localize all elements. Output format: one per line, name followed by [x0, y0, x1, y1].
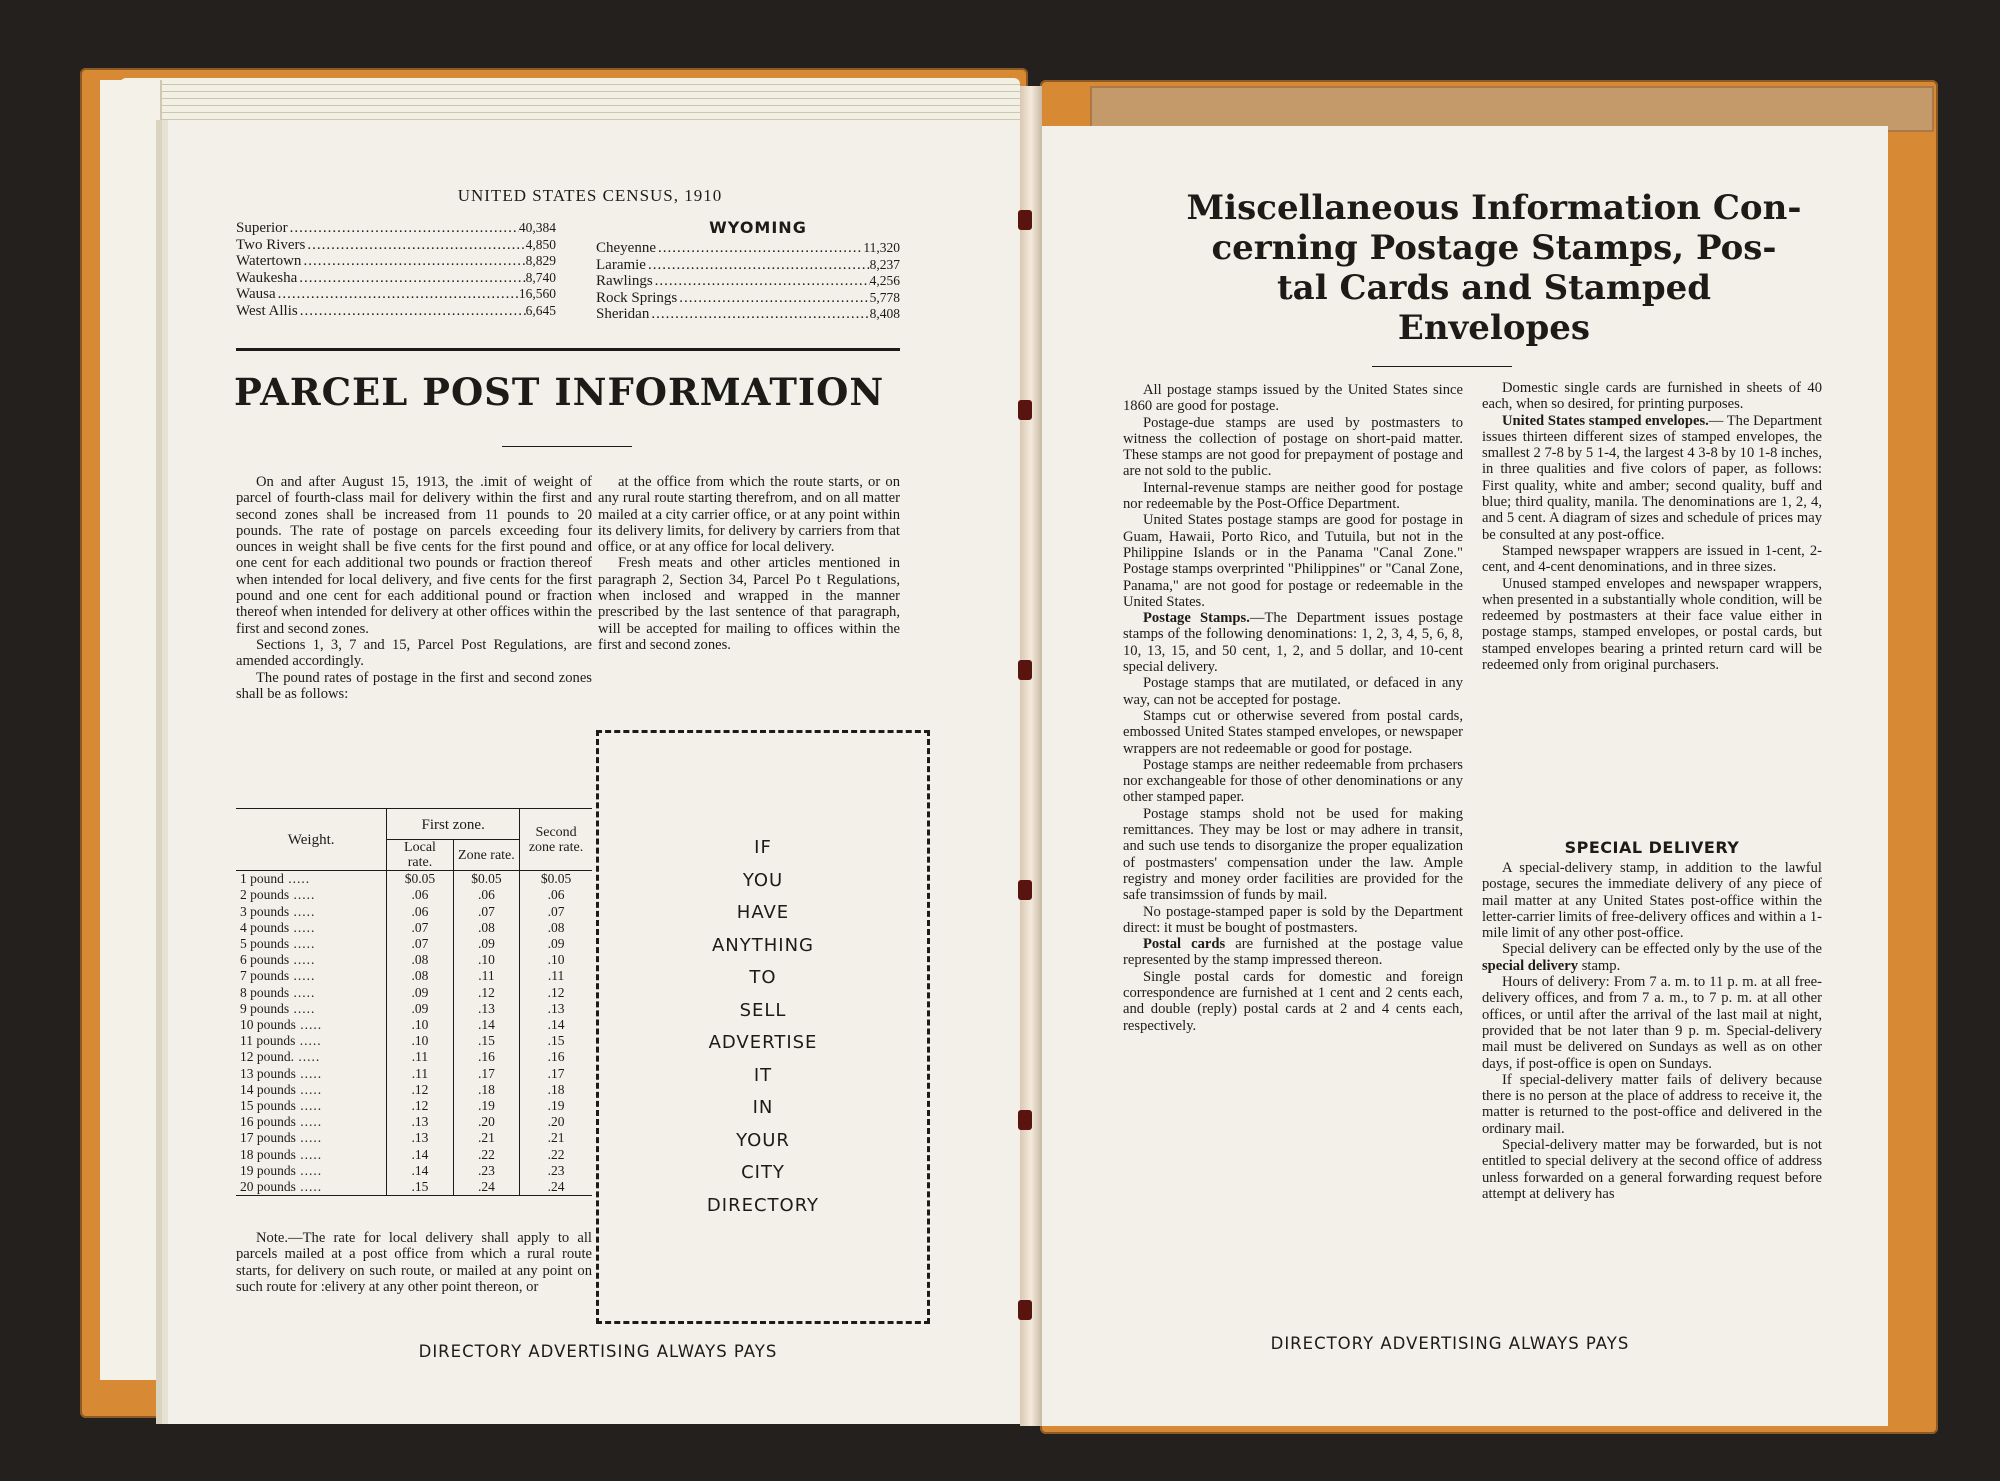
- paragraph: [1482, 1137, 1822, 1202]
- weight-label: 9 pounds: [240, 1000, 290, 1016]
- header-weight: Weight.: [236, 809, 387, 871]
- city-population: 16,560: [518, 286, 556, 301]
- zone-rate-cell: .10: [453, 952, 519, 968]
- leader-dots: .....: [289, 1000, 316, 1016]
- weight-label: 17 pounds: [240, 1130, 296, 1146]
- leader-dots: [649, 306, 869, 323]
- leader-dots: [656, 240, 863, 257]
- city-name: Two Rivers: [236, 236, 306, 253]
- paragraph: [1482, 1072, 1822, 1137]
- rates-table: [236, 809, 592, 1195]
- paragraph: [1123, 969, 1463, 1034]
- city-population: 40,384: [518, 220, 556, 235]
- ad-line: CITY: [741, 1162, 785, 1183]
- census-row: [596, 257, 900, 274]
- table-row: [236, 1098, 592, 1114]
- weight-cell: [236, 1033, 387, 1049]
- second-zone-rate-cell: .11: [547, 968, 565, 984]
- ad-line: TO: [749, 967, 777, 988]
- table-row: [236, 1082, 592, 1098]
- leader-dots: .....: [295, 1033, 322, 1049]
- paragraph: Sections 1, 3, 7 and 15, Parcel Post Regulations, are amended accordingly.: [236, 636, 592, 670]
- local-rate-cell: .09: [387, 985, 453, 1001]
- paragraph-text: Single postal cards for domestic and foreign correspondence are furnished at 1 cent and 2 cents each, and double (reply) postal cards at 2 and 4 cents each, respectively.: [1123, 968, 1463, 1034]
- header-zone-rate: Zone rate.: [453, 840, 519, 871]
- city-name: Cheyenne: [596, 240, 656, 256]
- weight-label: 18 pounds: [240, 1146, 296, 1162]
- leader-dots: .....: [289, 968, 316, 984]
- leader-dots: .....: [289, 887, 316, 903]
- ad-line: ANYTHING: [711, 934, 815, 956]
- leader-dots: [297, 270, 525, 287]
- second-zone-rate-cell: .07: [547, 903, 565, 919]
- weight-cell: [236, 1017, 387, 1033]
- zone-rate-cell: .24: [453, 1179, 519, 1195]
- paragraph-text: Unused stamped envelopes and newspaper wrappers, when presented in a substantially whole condition, will be redeemed by postmasters at their face value either in postage stamps, stamped envelopes, or postal cards, but stamped envelopes bearing a printed return card will be redeemed only from original purchasers.: [1482, 575, 1822, 674]
- local-rate-cell: .14: [387, 1163, 453, 1179]
- census-row: [236, 270, 556, 287]
- table-row: [236, 1163, 592, 1179]
- zone-rate-cell: .22: [453, 1147, 519, 1163]
- second-zone-rate-cell: .16: [547, 1049, 565, 1065]
- weight-cell: [236, 952, 387, 968]
- section-rule: [236, 348, 900, 351]
- header-second-zone: Second zone rate.: [520, 809, 592, 871]
- city-name: Watertown: [236, 253, 302, 269]
- leader-dots: .....: [295, 1146, 323, 1162]
- local-rate-cell: .13: [387, 1130, 453, 1146]
- city-population: 11,320: [863, 240, 900, 255]
- second-zone-rate-cell: .21: [547, 1130, 565, 1146]
- weight-label: 10 pounds: [240, 1017, 296, 1033]
- leader-dots: .....: [295, 1179, 323, 1195]
- misc-info-title: [1124, 188, 1864, 348]
- local-rate-cell: .10: [387, 1017, 453, 1033]
- leader-dots: [288, 220, 519, 237]
- census-row: [236, 286, 556, 303]
- parcel-post-title: PARCEL POST INFORMATION: [234, 370, 885, 414]
- weight-cell: [236, 1147, 387, 1163]
- book-spine: [1020, 86, 1042, 1426]
- paragraph: [1123, 757, 1463, 806]
- second-zone-rate-cell: .23: [547, 1162, 565, 1178]
- second-zone-rate-cell: $0.05: [540, 871, 572, 887]
- second-zone-rate-cell: .20: [547, 1114, 565, 1130]
- zone-rate-cell: .13: [453, 1001, 519, 1017]
- paragraph-text: Domestic single cards are furnished in sheets of 40 each, when so desired, for printing purposes.: [1482, 380, 1822, 413]
- zone-rate-cell: .07: [453, 904, 519, 920]
- second-zone-rate-cell: .24: [547, 1179, 565, 1195]
- leader-dots: [305, 237, 525, 254]
- ad-line: IN: [752, 1097, 774, 1118]
- weight-cell: [236, 1001, 387, 1017]
- table-row: [236, 1001, 592, 1017]
- weight-cell: [236, 887, 387, 903]
- ad-line: IF: [754, 837, 772, 858]
- table-row: [236, 904, 592, 920]
- leader-dots: .....: [295, 1098, 323, 1114]
- weight-label: 20 pounds: [240, 1179, 296, 1195]
- weight-cell: [236, 1130, 387, 1146]
- weight-cell: [236, 1098, 387, 1114]
- table-row: [236, 887, 592, 903]
- table-row: [236, 968, 592, 984]
- city-population: 8,408: [869, 306, 900, 321]
- paragraph-text: Stamped newspaper wrappers are issued in 1-cent, 2-cent, and 4-cent denominations, and in three sizes.: [1482, 542, 1822, 576]
- local-rate-cell: .08: [387, 968, 453, 984]
- leader-dots: .....: [294, 1049, 321, 1065]
- local-rate-cell: .15: [387, 1179, 453, 1195]
- paragraph-text: If special-delivery matter fails of delivery because there is no person at the place of address to receive it, the matter is returned to the post-office and delivered in the ordinary mail.: [1482, 1071, 1822, 1137]
- table-row: [236, 1179, 592, 1195]
- city-population: 8,237: [869, 256, 900, 272]
- weight-cell: [236, 936, 387, 952]
- local-rate-cell: .07: [387, 936, 453, 952]
- bold-phrase: special delivery: [1482, 957, 1579, 974]
- city-name: Waukesha: [236, 269, 298, 286]
- bold-lead: Postal cards: [1143, 936, 1226, 953]
- local-rate-cell: .08: [387, 952, 453, 968]
- weight-cell: [236, 1082, 387, 1098]
- zone-rate-cell: .17: [453, 1066, 519, 1082]
- paragraph-text: All postage stamps issued by the United States since 1860 are good for postage.: [1123, 382, 1463, 415]
- local-rate-cell: .13: [387, 1114, 453, 1130]
- page-stack-edges: [120, 78, 1020, 120]
- binding-stitch: [1018, 660, 1032, 680]
- paragraph-text: —The Department issues postage stamps of the following denominations: 1, 2, 3, 4, 5, 6, 8, 10, 13, 15, and 50 cent, 1, 2, and 5 dollar, and 10-cent special delivery.: [1123, 610, 1463, 676]
- paragraph: [1123, 675, 1463, 708]
- weight-cell: [236, 1179, 387, 1195]
- weight-label: 5 pounds: [240, 936, 290, 952]
- title-line: cerning Postage Stamps, Pos-: [1211, 228, 1777, 268]
- ad-line: ADVERTISE: [708, 1032, 818, 1053]
- table-row: [236, 1049, 592, 1065]
- paragraph-text: Special delivery can be effected only by the use of the: [1502, 941, 1822, 958]
- paragraph: [1482, 974, 1822, 1072]
- local-rate-cell: .12: [387, 1098, 453, 1114]
- paragraph: [1123, 904, 1463, 937]
- paragraph: [1123, 806, 1463, 904]
- special-delivery-heading: SPECIAL DELIVERY: [1564, 838, 1740, 857]
- zone-rate-cell: .08: [453, 920, 519, 936]
- paragraph-text: Postage stamps are neither redeemable from prchasers nor exchangeable for those of other denominations or any other stamped paper.: [1123, 756, 1463, 806]
- local-delivery-note: [236, 1230, 592, 1295]
- paragraph: [1123, 610, 1463, 675]
- left-footer: DIRECTORY ADVERTISING ALWAYS PAYS: [418, 1342, 778, 1361]
- parcel-post-text-col1: [236, 474, 592, 702]
- leader-dots: .....: [295, 1130, 323, 1146]
- census-row: [596, 273, 900, 290]
- leader-dots: .....: [289, 984, 316, 1000]
- leader-dots: .....: [289, 936, 316, 952]
- city-population: 5,778: [869, 289, 900, 305]
- rates-table-body: [236, 871, 592, 1196]
- wyoming-heading: WYOMING: [709, 218, 807, 237]
- local-rate-cell: .11: [387, 1066, 453, 1082]
- second-zone-rate-cell: .12: [547, 984, 565, 1000]
- zone-rate-cell: .11: [453, 968, 519, 984]
- weight-label: 1 pound: [240, 871, 284, 887]
- ad-line: YOUR: [736, 1129, 790, 1151]
- right-footer: DIRECTORY ADVERTISING ALWAYS PAYS: [1270, 1334, 1630, 1353]
- zone-rate-cell: .12: [453, 985, 519, 1001]
- second-zone-rate-cell: .06: [547, 887, 565, 903]
- zone-rate-cell: .14: [453, 1017, 519, 1033]
- local-rate-cell: .10: [387, 1033, 453, 1049]
- leader-dots: .....: [283, 871, 311, 887]
- paragraph: [1482, 543, 1822, 576]
- second-zone-rate-cell: .10: [547, 952, 565, 968]
- weight-label: 15 pounds: [240, 1098, 296, 1114]
- wyoming-census-list: [596, 240, 900, 323]
- second-zone-rate-cell: .09: [547, 936, 565, 952]
- paragraph: [1123, 708, 1463, 757]
- weight-label: 8 pounds: [240, 984, 290, 1000]
- binding-stitch: [1018, 1110, 1032, 1130]
- paragraph: [1123, 936, 1463, 969]
- city-name: Wausa: [236, 286, 276, 302]
- leader-dots: [301, 253, 525, 270]
- leader-dots: [653, 273, 870, 290]
- table-row: [236, 936, 592, 952]
- second-zone-rate-cell: .08: [547, 919, 565, 935]
- zone-rate-cell: .16: [453, 1049, 519, 1065]
- local-rate-cell: .06: [387, 904, 453, 920]
- weight-label: 4 pounds: [240, 919, 290, 935]
- weight-cell: [236, 1114, 387, 1130]
- weight-cell: [236, 1066, 387, 1082]
- weight-label: 16 pounds: [240, 1114, 296, 1130]
- city-population: 4,256: [869, 273, 900, 288]
- table-row: [236, 1130, 592, 1146]
- leader-dots: [276, 286, 519, 303]
- zone-rate-cell: .19: [453, 1098, 519, 1114]
- weight-label: 6 pounds: [240, 952, 290, 968]
- city-population: 8,740: [525, 269, 556, 285]
- paragraph-text-tail: stamp.: [1578, 957, 1621, 974]
- wisconsin-census-list: [236, 220, 556, 319]
- city-name: Sheridan: [596, 306, 650, 322]
- table-row: [236, 1017, 592, 1033]
- weight-cell: [236, 920, 387, 936]
- zone-rate-cell: .20: [453, 1114, 519, 1130]
- local-rate-cell: $0.05: [387, 871, 453, 888]
- paragraph: Fresh meats and other articles mentioned in paragraph 2, Section 34, Parcel Po t Regulations, when inclosed and wrapped in the manner prescribed by the last sentence of that paragraph, will be accepted for mailing to offices within the first and second zones.: [598, 555, 900, 653]
- leader-dots: .....: [295, 1017, 323, 1033]
- leader-dots: .....: [289, 919, 316, 935]
- paragraph: [1482, 413, 1822, 543]
- postage-info-col2: [1482, 380, 1822, 673]
- paragraph: On and after August 15, 1913, the .imit of weight of parcel of fourth-class mail for delivery within the first and second zones shall be increased from 11 pounds to 20 pounds. The rate of postage on parcels exceeding four ounces in weight shall be five cents for the first pound and one cent for each additional two pounds or fraction thereof when intended for local delivery, and five cents for the first pound and one cent for each additional pound or fraction thereof when intended for delivery at other offices within the first and second zones.: [236, 474, 592, 637]
- paragraph: [1123, 382, 1463, 415]
- second-zone-rate-cell: .17: [547, 1065, 565, 1081]
- census-title: UNITED STATES CENSUS, 1910: [457, 186, 723, 205]
- second-zone-rate-cell: .22: [547, 1146, 565, 1162]
- city-name: Rock Springs: [596, 289, 678, 306]
- leader-dots: .....: [289, 952, 316, 968]
- paragraph-text: — The Department issues thirteen different sizes of stamped envelopes, the smallest 2 7-8 by 5 1-4, the largest 4 3-8 by 10 1-8 inches, in three qualities and five colors of paper, as follows: First quality, white and amber; second quality, buff and blue; third quality, manila. The denominations are 1, 2, 4, and 5 cent. A diagram of sizes and schedule of prices may be consulted at any post-office.: [1482, 412, 1823, 543]
- zone-rate-cell: $0.05: [453, 871, 519, 888]
- right-page: [1030, 126, 1888, 1426]
- second-zone-rate-cell: .14: [547, 1017, 565, 1033]
- zone-rate-cell: .21: [453, 1130, 519, 1146]
- weight-label: 11 pounds: [240, 1033, 296, 1049]
- weight-cell: [236, 1163, 387, 1179]
- weight-cell: [236, 904, 387, 920]
- paragraph-text: Internal-revenue stamps are neither good for postage nor redeemable by the Post-Office Department.: [1123, 479, 1463, 513]
- paragraph: [1123, 415, 1463, 480]
- census-row: [596, 306, 900, 323]
- city-name: Superior: [236, 220, 288, 236]
- paragraph-text: Postage-due stamps are used by postmasters to witness the collection of postage on short-paid matter. These stamps are not good for prepayment of postage and are not sold to the public.: [1123, 414, 1463, 480]
- zone-rate-cell: .15: [453, 1033, 519, 1049]
- leader-dots: [298, 303, 526, 320]
- city-population: 8,829: [525, 253, 556, 268]
- zone-rate-cell: .09: [453, 936, 519, 952]
- ad-line: HAVE: [736, 902, 790, 923]
- census-row: [236, 220, 556, 237]
- weight-label: 13 pounds: [240, 1065, 296, 1081]
- local-rate-cell: .14: [387, 1147, 453, 1163]
- header-first-zone: First zone.: [387, 809, 520, 840]
- city-name: Rawlings: [596, 273, 653, 289]
- binding-stitch: [1018, 210, 1032, 230]
- paragraph: [1482, 941, 1822, 974]
- binding-stitch: [1018, 880, 1032, 900]
- weight-label: 2 pounds: [240, 887, 290, 903]
- table-row: [236, 952, 592, 968]
- census-row: [596, 240, 900, 257]
- left-page-edge: [100, 80, 162, 1380]
- table-row: [236, 1114, 592, 1130]
- weight-label: 12 pound.: [240, 1049, 294, 1065]
- weight-label: 3 pounds: [240, 903, 290, 919]
- weight-label: 7 pounds: [240, 968, 290, 984]
- paragraph: [1482, 380, 1822, 413]
- paragraph: [1482, 860, 1822, 941]
- rates-table-wrap: [236, 808, 592, 1196]
- leader-dots: .....: [295, 1081, 323, 1097]
- zone-rate-cell: .23: [453, 1163, 519, 1179]
- weight-cell: [236, 985, 387, 1001]
- zone-rate-cell: .06: [453, 887, 519, 903]
- left-page: [168, 120, 1026, 1424]
- paragraph: [1482, 576, 1822, 674]
- census-row: [236, 253, 556, 270]
- census-row: [236, 237, 556, 254]
- paragraph-text: Postage stamps shold not be used for making remittances. They may be lost or may adhere in transit, and such use tends to disorganize the proper equalization of postmasters' compensation under the law. Ample registry and money order facilities are provided for the safe transimssion of funds by mail.: [1123, 805, 1463, 904]
- ad-line: YOU: [742, 869, 784, 891]
- city-population: 6,645: [525, 302, 556, 318]
- census-row: [236, 303, 556, 320]
- title-line: tal Cards and Stamped: [1276, 268, 1712, 308]
- leader-dots: .....: [295, 1114, 323, 1130]
- city-name: West Allis: [236, 302, 298, 319]
- second-zone-rate-cell: .15: [547, 1033, 565, 1049]
- weight-cell: [236, 968, 387, 984]
- local-rate-cell: .06: [387, 887, 453, 903]
- ad-line: SELL: [739, 999, 787, 1021]
- paragraph-text: United States postage stamps are good for postage in Guam, Hawaii, Porto Rico, and Tutuila, but not in the Philippine Islands or in the Panama "Canal Zone." Postage stamps overprinted "Philippines" or "Canal Zone, Panama," are not good for postage or redeemable in the United States.: [1123, 512, 1463, 610]
- note-text: Note.—The rate for local delivery shall apply to all parcels mailed at a post office from which a rural route starts, for delivery on such route, or mailed at any point on such route for :elivery at any other point thereon, or: [236, 1230, 592, 1295]
- city-name: Laramie: [596, 256, 646, 273]
- table-row: [236, 1033, 592, 1049]
- paragraph: The pound rates of postage in the first and second zones shall be as follows:: [236, 669, 592, 702]
- zone-rate-cell: .18: [453, 1082, 519, 1098]
- table-row: [236, 1066, 592, 1082]
- paragraph: [1123, 512, 1463, 610]
- second-zone-rate-cell: .13: [547, 1000, 565, 1016]
- leader-dots: .....: [295, 1065, 323, 1081]
- paragraph-text: Hours of delivery: From 7 a. m. to 11 p. m. at all free-delivery offices, and from 7 a. m., to 7 p. m. at all other offices, or until after the arrival of the last mail at night, provided that be not later than 9 p. m. Special-delivery mail must be delivered on Sundays as well as on other days, if post-office is open on Sundays.: [1482, 974, 1822, 1072]
- paragraph-text: are furnished at the postage value represented by the stamp impressed thereon.: [1123, 936, 1463, 969]
- local-rate-cell: .09: [387, 1001, 453, 1017]
- bold-lead: United States stamped envelopes.: [1502, 412, 1709, 429]
- local-rate-cell: .12: [387, 1082, 453, 1098]
- table-row: [236, 871, 592, 888]
- bold-lead: Postage Stamps.: [1143, 610, 1250, 627]
- local-rate-cell: .11: [387, 1049, 453, 1065]
- weight-cell: [236, 1049, 387, 1065]
- weight-label: 19 pounds: [240, 1162, 296, 1178]
- second-zone-rate-cell: .19: [547, 1098, 565, 1114]
- paragraph-text: No postage-stamped paper is sold by the Department direct: it must be bought of postmasters.: [1123, 903, 1463, 936]
- weight-label: 14 pounds: [240, 1081, 296, 1097]
- paragraph: at the office from which the route starts, or on any rural route starting therefrom, and on all matter mailed at a city carrier office, or at any point within its delivery limits, for delivery by carriers from that office, or at any office for local delivery.: [598, 474, 900, 556]
- city-population: 4,850: [525, 236, 556, 252]
- paragraph-text: A special-delivery stamp, in addition to the lawful postage, secures the immediate delivery of any piece of mail matter at any United States post-office within the letter-carrier limits of free-delivery offices and within a 1-mile limit of any other post-office.: [1482, 860, 1822, 942]
- paragraph-text: Postage stamps that are mutilated, or defaced in any way, can not be accepted for postage.: [1123, 675, 1463, 708]
- title-line: Envelopes: [1397, 308, 1591, 348]
- table-row: [236, 985, 592, 1001]
- leader-dots: .....: [289, 903, 316, 919]
- binding-stitch: [1018, 1300, 1032, 1320]
- second-zone-rate-cell: .18: [547, 1081, 565, 1097]
- census-row: [596, 290, 900, 307]
- advertise-box: [596, 730, 930, 1324]
- leader-dots: [677, 290, 869, 307]
- binding-stitch: [1018, 400, 1032, 420]
- ad-line: IT: [753, 1064, 773, 1086]
- local-rate-cell: .07: [387, 920, 453, 936]
- parcel-post-text-col2: [598, 474, 900, 653]
- title-underline-right: [1372, 366, 1512, 367]
- title-line: Miscellaneous Information Con-: [1186, 188, 1802, 228]
- special-delivery-text: [1482, 860, 1822, 1202]
- ad-line: DIRECTORY: [706, 1194, 820, 1216]
- postage-info-col1: [1123, 382, 1463, 1034]
- weight-cell: [236, 871, 387, 888]
- paragraph: [1123, 480, 1463, 513]
- header-local-rate: Local rate.: [387, 840, 453, 871]
- table-row: [236, 920, 592, 936]
- table-row: [236, 1147, 592, 1163]
- leader-dots: [646, 257, 870, 274]
- paragraph-text: Special-delivery matter may be forwarded, but is not entitled to special delivery at the second office of address unless forwarded on a general forwarding request before attempt at delivery has: [1482, 1137, 1822, 1202]
- title-underline: [502, 446, 632, 447]
- leader-dots: .....: [295, 1162, 323, 1178]
- paragraph-text: Stamps cut or otherwise severed from postal cards, embossed United States stamped envelopes, or newspaper wrappers are not redeemable or good for postage.: [1123, 707, 1463, 757]
